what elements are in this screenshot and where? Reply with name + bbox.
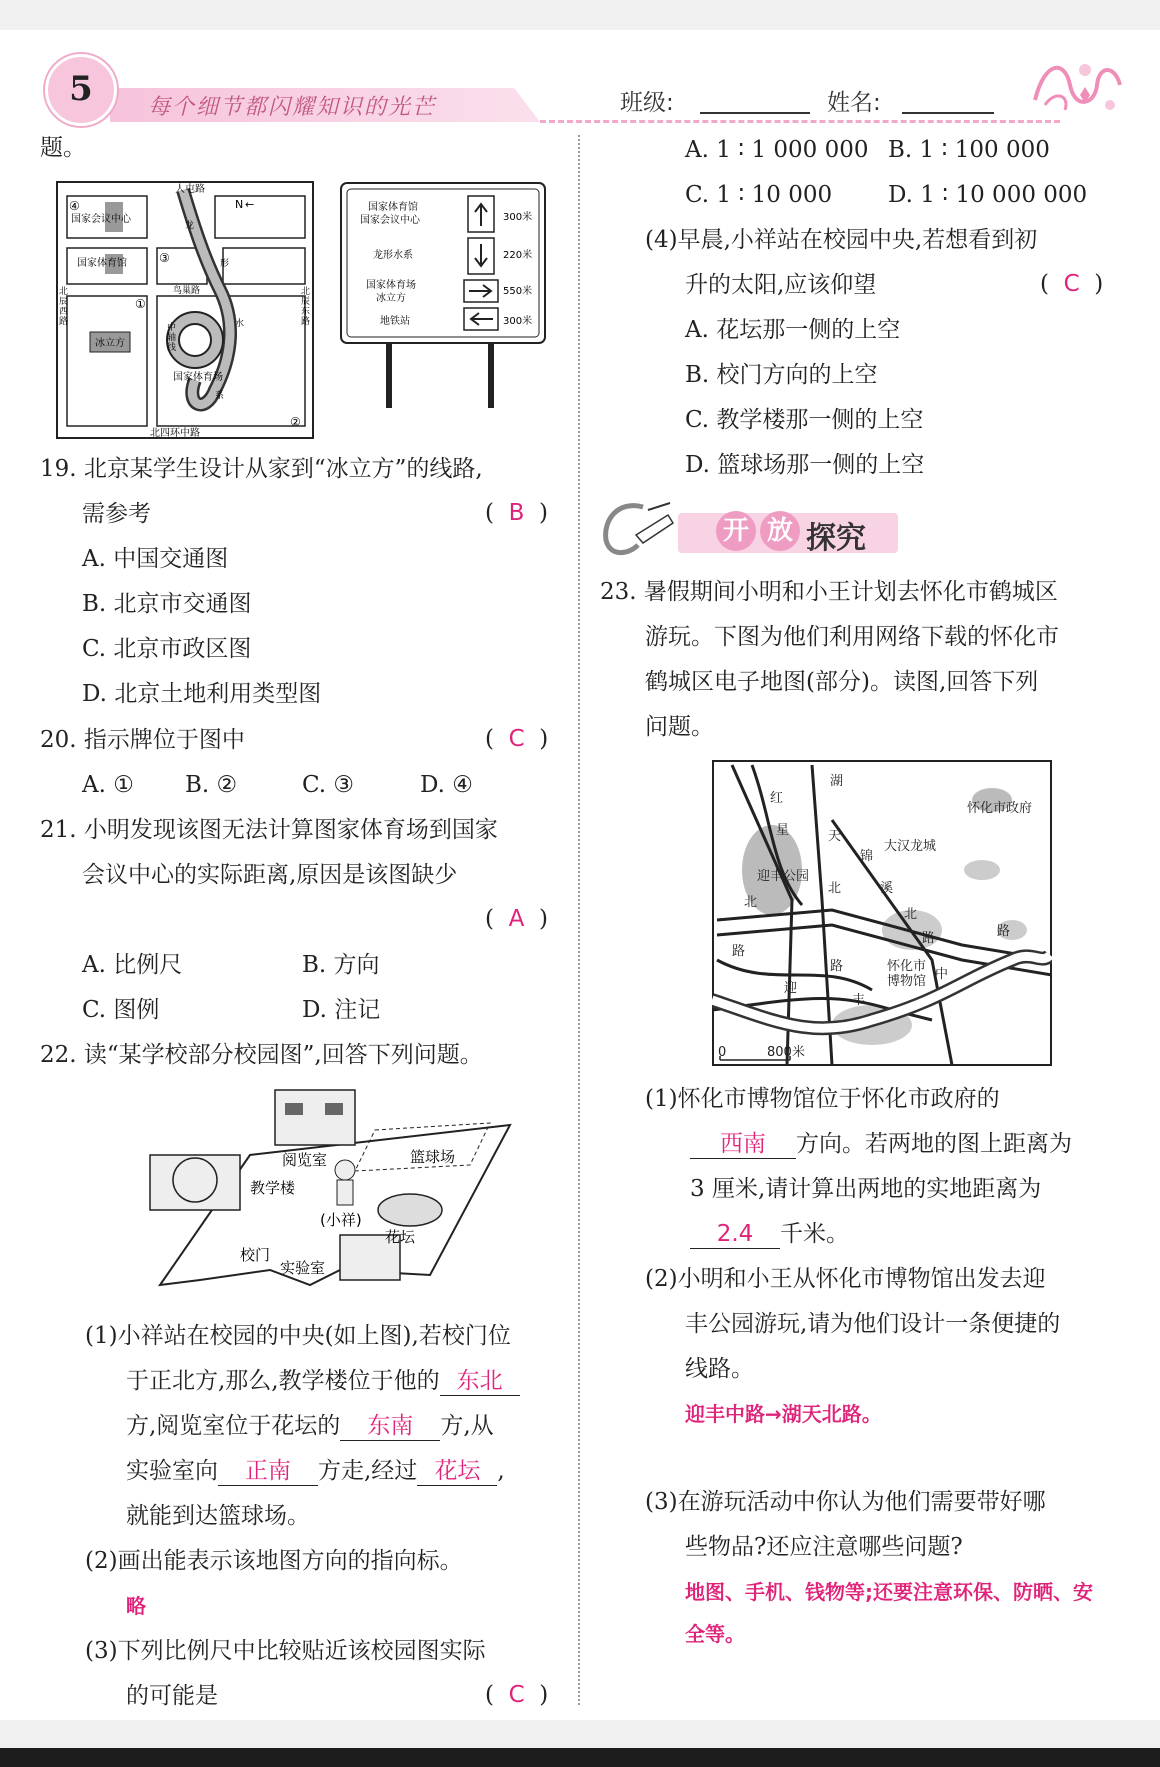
q21-opt-d: D. 注记	[302, 997, 381, 1023]
q22-p1-line-e	[126, 1457, 505, 1486]
map-axis-3: 线	[167, 343, 177, 353]
map-road-hutian-1: 湖	[830, 774, 844, 789]
map-road-hutian-3: 北	[828, 881, 842, 896]
q19-line1: 19. 北京某学生设计从家到“冰立方”的线路,	[40, 456, 483, 482]
q23-p1-answer1: 西南	[690, 1130, 796, 1159]
q19-answer-box: ( B )	[485, 500, 548, 526]
q19-line2: 需参考	[82, 501, 151, 527]
q22-p1-line-a: (1)小祥站在校园的中央(如上图),若校门位	[85, 1323, 511, 1349]
campus-label-court: 篮球场	[410, 1148, 456, 1166]
map-road-west-4: 路	[59, 317, 69, 327]
map-building-2: 国家体育馆	[77, 258, 127, 269]
q19-opt-d: D. 北京土地利用类型图	[82, 681, 322, 707]
map-road-yingfeng-1: 迎	[784, 981, 798, 996]
campus-label-lab: 实验室	[280, 1259, 326, 1277]
map-road-east-4: 路	[301, 317, 311, 327]
q21-answer: A	[508, 906, 525, 932]
map-label-museum1: 怀化市	[887, 959, 927, 974]
map-label-museum2: 博物馆	[887, 974, 927, 989]
q22-p1-line-c	[126, 1412, 494, 1441]
map-road-hongxing-1: 红	[770, 791, 784, 806]
name-label: 姓名:	[827, 90, 881, 116]
q19-opt-a: A. 中国交通图	[82, 546, 229, 572]
q23-p1-line-c: 3 厘米,请计算出两地的实地距离为	[690, 1176, 1042, 1202]
q23-line2: 游玩。下图为他们利用网络下载的怀化市	[645, 624, 1059, 650]
q19-answer: B	[508, 500, 525, 526]
q21-opt-b: B. 方向	[302, 952, 380, 978]
map-marker-4: ④	[69, 199, 80, 213]
q22-p3-line1: (3)下列比例尺中比较贴近该校园图实际	[85, 1638, 486, 1664]
map-building-1: 国家会议中心	[71, 214, 131, 225]
q19-opt-b: B. 北京市交通图	[82, 591, 252, 617]
q20-opt-d: D. ④	[420, 772, 473, 798]
q22-3-opt-d: D. 1 ∶ 10 000 000	[888, 182, 1088, 208]
q22-p3-answer-box: ( C )	[485, 1682, 549, 1708]
q21-opt-a: A. 比例尺	[82, 952, 183, 978]
q22-p2-text: (2)画出能表示该地图方向的指向标。	[85, 1548, 463, 1574]
q23-p2-line3: 线路。	[685, 1356, 754, 1382]
signpost-figure	[338, 180, 548, 410]
q20-opt-a: A. ①	[82, 772, 134, 798]
campus-label-teaching: 教学楼	[250, 1179, 296, 1197]
q22-p1-answer4: 花坛	[417, 1457, 497, 1486]
q22-p3-answer: C	[508, 1682, 525, 1708]
map-road-south: 北四环中路	[150, 428, 200, 439]
class-label: 班级:	[620, 90, 674, 116]
section-banner	[598, 495, 898, 560]
q22-p1-text-d: 方,从	[440, 1413, 494, 1439]
map-water-1: 龙	[185, 221, 195, 231]
motto: 每个细节都闪耀知识的光芒	[148, 95, 437, 120]
map-road-jinxi-1: 锦	[860, 849, 874, 864]
map-road-hutian-2: 天	[828, 829, 842, 844]
q22-p1-answer2: 东南	[340, 1412, 440, 1441]
map-building-3: 冰立方	[95, 338, 125, 349]
q23-p2-line1: (2)小明和小王从怀化市博物馆出发去迎	[645, 1266, 1046, 1292]
q22-4-opt-b: B. 校门方向的上空	[685, 362, 878, 388]
section-char-2: 放	[760, 511, 800, 551]
q23-line4: 问题。	[645, 714, 714, 740]
q21-line2: 会议中心的实际距离,原因是该图缺少	[82, 862, 458, 888]
q23-p3-line2: 些物品?还应注意哪些问题?	[685, 1534, 963, 1560]
q20-opt-b: B. ②	[185, 772, 238, 798]
q23-p3-line1: (3)在游玩活动中你认为他们需要带好哪	[645, 1489, 1046, 1515]
pencil-book-icon	[598, 495, 678, 560]
q22-4-line2: 升的太阳,应该仰望	[685, 272, 877, 298]
lead-text: 题。	[40, 135, 86, 161]
campus-label-flower: 花坛	[385, 1228, 416, 1246]
map-scale-0: 0	[718, 1045, 727, 1060]
q22-3-opt-c: C. 1 ∶ 10 000	[685, 182, 833, 208]
sign-item-1-name2: 国家会议中心	[360, 215, 420, 226]
q22-p1-answer1: 东北	[440, 1367, 520, 1396]
map-label-dahan: 大汉龙城	[884, 839, 937, 854]
q23-p2-line2: 丰公园游玩,请为他们设计一条便捷的	[685, 1311, 1061, 1337]
map-water-4: 系	[215, 391, 225, 401]
map-road-hongxing-2: 星	[776, 823, 790, 838]
campus-label-reading: 阅览室	[282, 1151, 328, 1169]
compass-arrow-icon: ←	[245, 198, 255, 211]
q20-opt-c: C. ③	[302, 772, 355, 798]
map-road-yingfeng-3: 中	[935, 967, 949, 982]
huaihua-map-figure	[712, 760, 1052, 1066]
map-road-jinxi-2: 溪	[880, 881, 894, 896]
sign-item-3-dist: 550米	[503, 286, 533, 297]
map-marker-2: ②	[290, 415, 301, 429]
map-marker-1: ①	[135, 297, 146, 311]
q23-p1-answer2: 2.4	[690, 1220, 780, 1249]
map-water-3: 水	[235, 319, 245, 329]
q23-line3: 鹤城区电子地图(部分)。读图,回答下列	[645, 669, 1039, 695]
q22-4-opt-c: C. 教学楼那一侧的上空	[685, 407, 924, 433]
map-road-east-2: 辰	[301, 297, 311, 307]
sign-item-2-name: 龙形水系	[373, 250, 413, 261]
q22-3-opt-b: B. 1 ∶ 100 000	[888, 137, 1050, 163]
map-label-park: 迎丰公园	[757, 869, 810, 884]
q22-p1-line-b	[126, 1367, 520, 1396]
class-blank	[700, 112, 810, 114]
q19-opt-c: C. 北京市政区图	[82, 636, 252, 662]
map-water-2: 形	[220, 259, 230, 269]
map-road-west-1: 北	[59, 287, 69, 297]
map-road-north: 人屯路	[175, 184, 205, 195]
q23-p1-text-d: 千米。	[780, 1221, 849, 1247]
q20-line1: 20. 指示牌位于图中	[40, 727, 245, 753]
campus-map-figure	[130, 1085, 520, 1305]
map-road-jinxi-4: 路	[922, 931, 936, 946]
q23-p1-line-b	[690, 1130, 1072, 1159]
q22-p1-answer3: 正南	[218, 1457, 318, 1486]
map-road-hutian-4: 路	[830, 959, 844, 974]
q23-p1-line-d	[690, 1220, 849, 1249]
q22-p1-text-e: 实验室向	[126, 1458, 218, 1484]
map-road-yingfeng-2: 丰	[852, 993, 866, 1008]
map-road-lu: 路	[997, 924, 1011, 939]
map-road-east-3: 东	[301, 307, 311, 317]
q22-p2-answer: 略	[126, 1594, 146, 1618]
section-char-1: 开	[716, 511, 756, 551]
q22-p1-line-h: 就能到达篮球场。	[126, 1503, 310, 1529]
sign-item-3-name: 国家体育场	[366, 280, 416, 291]
map-extra-label: 鸟巢路	[173, 286, 201, 296]
reading-room-icon	[275, 1090, 355, 1145]
page-header	[40, 50, 1125, 128]
flourish-icon	[1025, 50, 1125, 120]
q21-line1: 21. 小明发现该图无法计算图家体育场到国家	[40, 817, 498, 843]
q22-4-answer: C	[1063, 271, 1080, 297]
page-number: 5	[45, 54, 117, 126]
q20-answer: C	[508, 726, 525, 752]
q23-p3-answer1: 地图、手机、钱物等;还要注意环保、防晒、安	[685, 1580, 1093, 1604]
q23-p1-line-a: (1)怀化市博物馆位于怀化市政府的	[645, 1086, 1000, 1112]
map-scale-800: 800米	[767, 1045, 805, 1060]
campus-label-student: (小祥)	[320, 1211, 362, 1229]
q22-3-opt-a: A. 1 ∶ 1 000 000	[685, 137, 869, 163]
q20-answer-box: ( C )	[485, 726, 549, 752]
q23-p2-answer: 迎丰中路→湖天北路。	[685, 1402, 882, 1426]
header-dash-line	[540, 120, 1060, 123]
q22-4-opt-d: D. 篮球场那一侧的上空	[685, 452, 925, 478]
section-title-rest: 探究	[806, 521, 866, 556]
q22-p1-text-f: 方走,经过	[318, 1458, 418, 1484]
student-icon	[335, 1160, 355, 1180]
map-axis-2: 轴	[167, 333, 177, 343]
name-blank	[902, 112, 994, 114]
map-axis-1: 中	[167, 323, 177, 333]
map-road-east-1: 北	[301, 287, 311, 297]
q22-4-opt-a: A. 花坛那一侧的上空	[685, 317, 901, 343]
map-marker-3: ③	[159, 251, 170, 265]
map-road-bei-2: 路	[732, 944, 746, 959]
map-label-gov: 怀化市政府	[967, 801, 1033, 816]
map-road-west-2: 辰	[59, 297, 69, 307]
flower-bed-icon	[378, 1194, 442, 1226]
bottom-bar	[0, 1748, 1160, 1767]
q22-4-answer-box: ( C )	[1040, 271, 1104, 297]
q23-p1-text-b: 方向。若两地的图上距离为	[796, 1131, 1072, 1157]
map-road-jinxi-3: 北	[904, 907, 918, 922]
sign-item-1-name: 国家体育馆	[368, 202, 418, 213]
olympic-map-figure	[55, 180, 315, 440]
sign-item-2-dist: 220米	[503, 250, 533, 261]
sign-item-4-name: 地铁站	[380, 316, 410, 327]
q21-opt-c: C. 图例	[82, 997, 160, 1023]
campus-label-gate: 校门	[240, 1246, 271, 1264]
map-building-4: 国家体育场	[173, 372, 223, 383]
q22-line1: 22. 读“某学校部分校园图”,回答下列问题。	[40, 1042, 483, 1068]
q22-p1-text-g: ,	[497, 1458, 505, 1484]
q22-4-line1: (4)早晨,小祥站在校园中央,若想看到初	[645, 227, 1038, 253]
q22-p3-line2: 的可能是	[126, 1683, 218, 1709]
q23-line1: 23. 暑假期间小明和小王计划去怀化市鹤城区	[600, 579, 1058, 605]
map-road-west-3: 西	[59, 307, 69, 317]
q22-p1-text-c: 方,阅览室位于花坛的	[126, 1413, 341, 1439]
q23-p3-answer2: 全等。	[685, 1622, 745, 1646]
q21-answer-box: ( A )	[485, 906, 548, 932]
map-road-bei-1: 北	[744, 895, 758, 910]
sign-item-1-dist: 300米	[503, 212, 533, 223]
sign-item-3-name2: 冰立方	[376, 293, 406, 304]
map-compass-n: N	[235, 198, 244, 211]
q22-p1-text-b: 于正北方,那么,教学楼位于他的	[126, 1368, 440, 1394]
sign-item-4-dist: 300米	[503, 316, 533, 327]
column-divider	[578, 135, 580, 1705]
